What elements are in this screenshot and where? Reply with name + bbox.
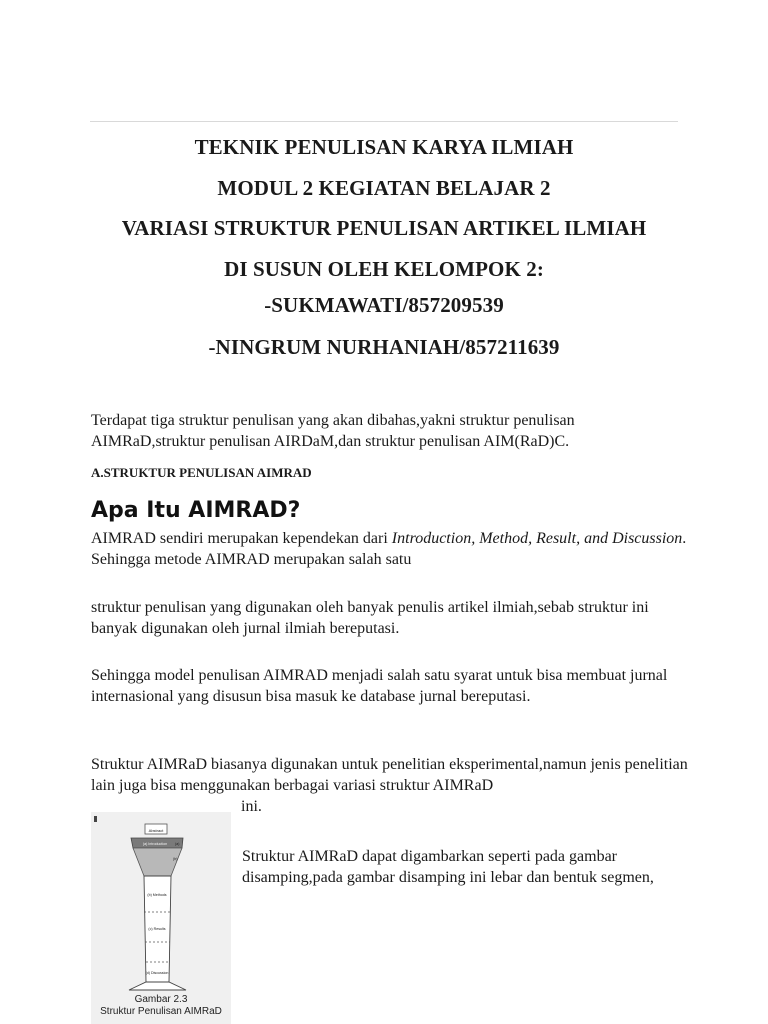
p1-text-end: . Sehingga metode AIMRAD merupakan salah satu [91,530,687,568]
title-line-member-1: -SUKMAWATI/857209539 [264,293,504,317]
title-line-module: MODUL 2 KEGIATAN BELAJAR 2 [217,176,551,200]
label-mark-a: (a) [175,842,180,846]
label-results: (c) Results [148,927,166,931]
intro-paragraph: Terdapat tiga struktur penulisan yang akan dibahas,yakni struktur penulisan AIMRaD,struktur penulisan AIRDaM,dan struktur penulisan AIM(RaD)C. [91,412,575,450]
subheading-apa-itu-aimrad: Apa Itu AIMRAD? [91,498,301,523]
p1-text-start: AIMRAD sendiri merupakan kependekan dari [91,530,392,547]
title-line-member-2: -NINGRUM NURHANIAH/857211639 [208,335,560,359]
title-line-course: TEKNIK PENULISAN KARYA ILMIAH [194,135,574,159]
p4-tail: ini. [241,798,262,815]
title-line-topic: VARIASI STRUKTUR PENULISAN ARTIKEL ILMIAH [121,216,647,240]
section-heading: A.STRUKTUR PENULISAN AIMRAD [91,465,312,480]
top-divider [90,121,678,122]
hourglass-diagram [91,812,231,1024]
label-introduction: (a) Introduction [142,842,168,846]
paragraph-figure-description: Struktur AIMRaD dapat digambarkan seperti pada gambar disamping,pada gambar disamping ini lebar dan bentuk segmen, [242,848,654,886]
p4-text: Struktur AIMRaD biasanya digunakan untuk penelitian eksperimental,namun jenis penelitian lain juga bisa menggunakan berbagai variasi struktur AIMRaD [91,756,688,794]
label-methods: (b) Methods [147,893,167,897]
label-mark-b: (b) [173,857,178,861]
paragraph-usage: struktur penulisan yang digunakan oleh banyak penulis artikel ilmiah,sebab struktur ini banyak digunakan oleh jurnal ilmiah bereputasi. [91,599,649,637]
aimrad-hourglass-figure [91,812,231,1024]
label-abstract: Abstract [148,828,164,833]
paragraph-aimrad-definition [91,528,691,570]
paragraph-experimental [91,754,691,817]
figure-caption-number: Gambar 2.3 [134,994,188,1005]
paragraph-requirement: Sehingga model penulisan AIMRAD menjadi salah satu syarat untuk bisa membuat jurnal internasional yang disusun bisa masuk ke database jurnal bereputasi. [91,667,668,705]
label-discussion: (d) Discussion [145,971,169,975]
title-line-group: DI SUSUN OLEH KELOMPOK 2: [224,257,544,281]
p1-italic-terms: Introduction, Method, Result, and Discussion [391,530,683,547]
figure-caption-title: Struktur Penulisan AIMRaD [100,1006,222,1017]
